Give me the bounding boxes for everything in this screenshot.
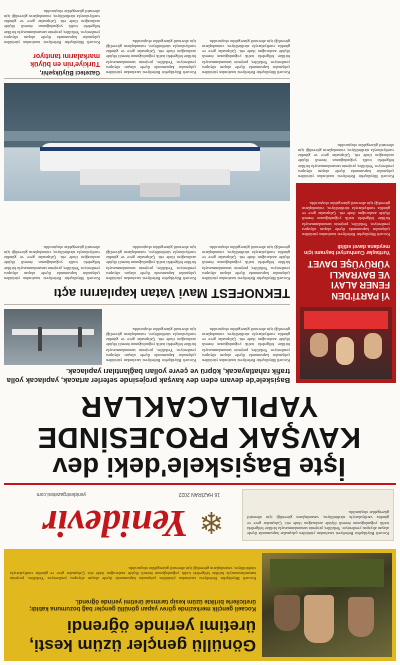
- banner-body: Kocaeli Büyükşehir Belediyesi tarafından yürütülen çalışmalar kapsamında ilçede ulaşım altyapısı yenileniyor. Yetkililer, projenin tamamlanmasıyla birlikte bölgedeki trafik yoğunluğunun önemli ölçüde azalacağını ifade etti. Çalışmalar gece ve gündüz vardiyalarıyla sürdürülüyor, vatandaşların güvenliği için alternatif güzergahlar oluşturuldu.: [10, 565, 256, 581]
- sidebar-title: Yİ PARTİ'DEN FENER ALAYI VE BAYRAKLI YÜRÜYÜŞE DAVET: [307, 259, 390, 301]
- sidebar-body: Kocaeli Büyükşehir Belediyesi tarafından yürütülen çalışmalar kapsamında ilçede ulaşım altyapısı yenileniyor. Yetkililer, projenin tamamlanmasıyla birlikte bölgedeki trafik yoğunluğunun önemli ölçüde azalacağını ifade etti. Çalışmalar gece ve gündüz vardiyalarıyla sürdürülüyor, vatandaşların güvenliği için alternatif güzergahlar oluşturuldu.: [302, 200, 390, 237]
- story2-headline: TEKNOFEST Mavi Vatan kapılarını açtı: [53, 286, 290, 301]
- eagle-icon: ❄: [198, 505, 224, 538]
- column-headline: Türkiye'nin en büyük markalarını tanıtıyor: [30, 51, 100, 67]
- column-body-mid: Kocaeli Büyükşehir Belediyesi tarafından yürütülen çalışmalar kapsamında ilçede ulaşım altyapısı yenileniyor. Yetkililer, projenin tamamlanmasıyla birlikte bölgedeki trafik yoğunluğunun önemli ölçüde azalacağını ifade etti. Çalışmalar gece ve gündüz vardiyalarıyla sürdürülüyor, vatandaşların güvenliği için alternatif güzergahlar oluşturuldu.: [106, 38, 196, 75]
- lead-photo: [4, 309, 102, 365]
- banner-headline: Gönüllü gençler üzüm kesti, üretimi yerinde öğrendi: [29, 617, 256, 655]
- lead-headline: İşte Başiskele'deki dev KAVŞAK PROJESİNDE YAPILACAKLAR: [37, 390, 361, 482]
- lead-deck: Başiskele'de devam eden dev kavşak projesinde seferler artacak, yapılacak yolla trafik rahatlayacak, köprü ve çevre yolları bağlantıları yapılacak.: [6, 367, 290, 385]
- lead-col-2: Kocaeli Büyükşehir Belediyesi tarafından yürütülen çalışmalar kapsamında ilçede ulaşım altyapısı yenileniyor. Yetkililer, projenin tamamlanmasıyla birlikte bölgedeki trafik yoğunluğunun önemli ölçüde azalacağını ifade etti. Çalışmalar gece ve gündüz vardiyalarıyla sürdürülüyor, vatandaşların güvenliği için alternatif güzergahlar oluşturuldu.: [106, 326, 196, 363]
- masthead: [4, 487, 396, 545]
- story2-col-2: Kocaeli Büyükşehir Belediyesi tarafından yürütülen çalışmalar kapsamında ilçede ulaşım altyapısı yenileniyor. Yetkililer, projenin tamamlanmasıyla birlikte bölgedeki trafik yoğunluğunun önemli ölçüde azalacağını ifade etti. Çalışmalar gece ve gündüz vardiyalarıyla sürdürülüyor, vatandaşların güvenliği için alternatif güzergahlar oluşturuldu.: [106, 244, 196, 281]
- banner-deck: Kocaeli gençlik merkezinde görev yapan gönüllü gençler bağ bozumuna katıldı; üreticilerle birlikte üzüm kesip tarımsal üretimi yerinde öğrendi.: [29, 597, 256, 611]
- sidebar-subhead: Yurttaşlar Cumhuriyet bayramı için meydana davet edildi: [304, 242, 390, 255]
- masthead-title: Yenidevir: [42, 502, 188, 544]
- ship-photo: [4, 83, 290, 201]
- banner-photo: [262, 553, 392, 657]
- story2-col-3: Kocaeli Büyükşehir Belediyesi tarafından yürütülen çalışmalar kapsamında ilçede ulaşım altyapısı yenileniyor. Yetkililer, projenin tamamlanmasıyla birlikte bölgedeki trafik yoğunluğunun önemli ölçüde azalacağını ifade etti. Çalışmalar gece ve gündüz vardiyalarıyla sürdürülüyor, vatandaşların güvenliği için alternatif güzergahlar oluşturuldu.: [4, 244, 100, 281]
- column-body-right: Kocaeli Büyükşehir Belediyesi tarafından yürütülen çalışmalar kapsamında ilçede ulaşım altyapısı yenileniyor. Yetkililer, projenin tamamlanmasıyla birlikte bölgedeki trafik yoğunluğunun önemli ölçüde azalacağını ifade etti. Çalışmalar gece ve gündüz vardiyalarıyla sürdürülüyor, vatandaşların güvenliği için alternatif güzergahlar oluşturuldu.: [4, 8, 100, 45]
- masthead-logo: [4, 499, 224, 545]
- story2-col-1: Kocaeli Büyükşehir Belediyesi tarafından yürütülen çalışmalar kapsamında ilçede ulaşım altyapısı yenileniyor. Yetkililer, projenin tamamlanmasıyla birlikte bölgedeki trafik yoğunluğunun önemli ölçüde azalacağını ifade etti. Çalışmalar gece ve gündüz vardiyalarıyla sürdürülüyor, vatandaşların güvenliği için alternatif güzergahlar oluşturuldu.: [202, 244, 290, 281]
- lead-col-1: Kocaeli Büyükşehir Belediyesi tarafından yürütülen çalışmalar kapsamında ilçede ulaşım altyapısı yenileniyor. Yetkililer, projenin tamamlanmasıyla birlikte bölgedeki trafik yoğunluğunun önemli ölçüde azalacağını ifade etti. Çalışmalar gece ve gündüz vardiyalarıyla sürdürülüyor, vatandaşların güvenliği için alternatif güzergahlar oluşturuldu.: [202, 326, 290, 363]
- masthead-date: 16 HAZİRAN 2022: [178, 491, 220, 497]
- masthead-ornament: Kocaeli Büyükşehir Belediyesi tarafından yürütülen çalışmalar kapsamında ilçede ulaşım altyapısı yenileniyor. Yetkililer, projenin tamamlanmasıyla birlikte bölgedeki trafik yoğunluğunun önemli ölçüde azalacağını ifade etti. Çalışmalar gece ve gündüz vardiyalarıyla sürdürülüyor, vatandaşların güvenliği için alternatif güzergahlar oluşturuldu.: [242, 489, 394, 541]
- column-kicker: Gazeteci Büyükşehir,: [39, 69, 100, 75]
- masthead-site: yenidevirgazetesi.com: [36, 491, 86, 497]
- sidebar-box: [296, 183, 396, 383]
- sidebar-photo: [300, 307, 392, 379]
- top-banner: [4, 549, 396, 661]
- sidebar-more: Kocaeli Büyükşehir Belediyesi tarafından yürütülen çalışmalar kapsamında ilçede ulaşım altyapısı yenileniyor. Yetkililer, projenin tamamlanmasıyla birlikte bölgedeki trafik yoğunluğunun önemli ölçüde azalacağını ifade etti. Çalışmalar gece ve gündüz vardiyalarıyla sürdürülüyor, vatandaşların güvenliği için alternatif güzergahlar oluşturuldu.: [298, 142, 394, 179]
- column-body-left: Kocaeli Büyükşehir Belediyesi tarafından yürütülen çalışmalar kapsamında ilçede ulaşım altyapısı yenileniyor. Yetkililer, projenin tamamlanmasıyla birlikte bölgedeki trafik yoğunluğunun önemli ölçüde azalacağını ifade etti. Çalışmalar gece ve gündüz vardiyalarıyla sürdürülüyor, vatandaşların güvenliği için alternatif güzergahlar oluşturuldu.: [202, 38, 290, 75]
